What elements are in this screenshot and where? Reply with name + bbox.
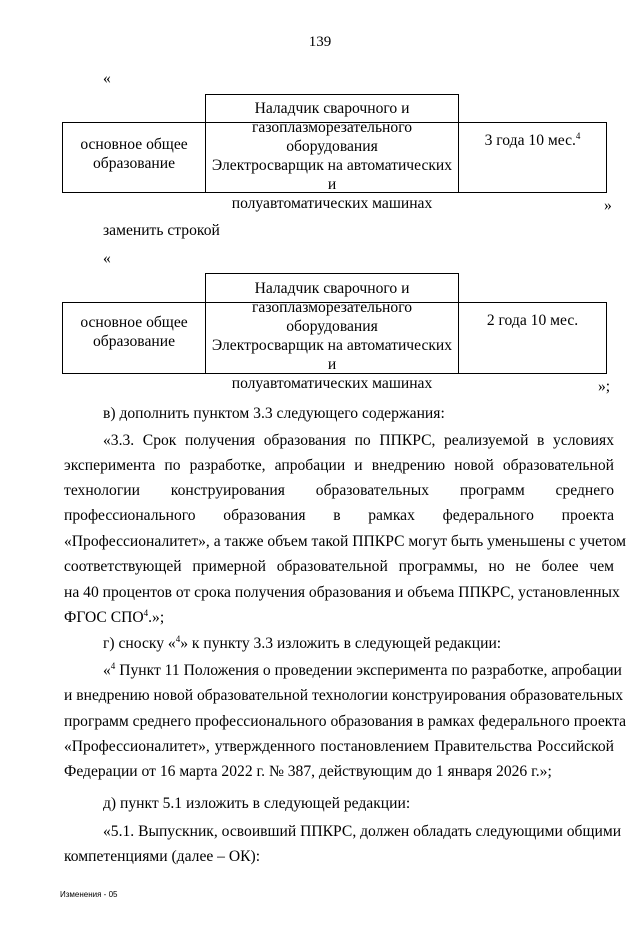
- paragraph-v-intro: в) дополнить пунктом 3.3 следующего содержания:: [103, 405, 445, 422]
- replace-label: заменить строкой: [103, 222, 220, 239]
- table-new-profession: Наладчик сварочного и газоплазморезательного оборудования Электросварщик на автоматических и полуавтоматических машинах: [211, 280, 453, 392]
- table-new-duration: 2 года 10 мес.: [486, 312, 579, 329]
- footer-note: Изменения - 05: [60, 890, 118, 899]
- table-old-duration: 3 года 10 мес.$^4$: [484, 130, 581, 149]
- table-old-profession: Наладчик сварочного и газоплазморезательного оборудования Электросварщик на автоматических и полуавтоматических машинах: [211, 100, 453, 212]
- table-old-level: основное общее образование: [80, 136, 188, 172]
- open-quote-2: «: [103, 250, 111, 267]
- close-quote-semicolon: »;: [598, 378, 611, 395]
- open-quote: «: [103, 70, 111, 87]
- page-number: 139: [308, 34, 332, 50]
- table-new-level: основное общее образование: [80, 314, 188, 350]
- paragraph-d-intro: д) пункт 5.1 изложить в следующей редакции:: [103, 795, 411, 812]
- close-quote: »: [604, 197, 612, 214]
- paragraph-g-intro: г) сноску «$^4$» к пункту 3.3 изложить в следующей редакции:: [103, 633, 502, 652]
